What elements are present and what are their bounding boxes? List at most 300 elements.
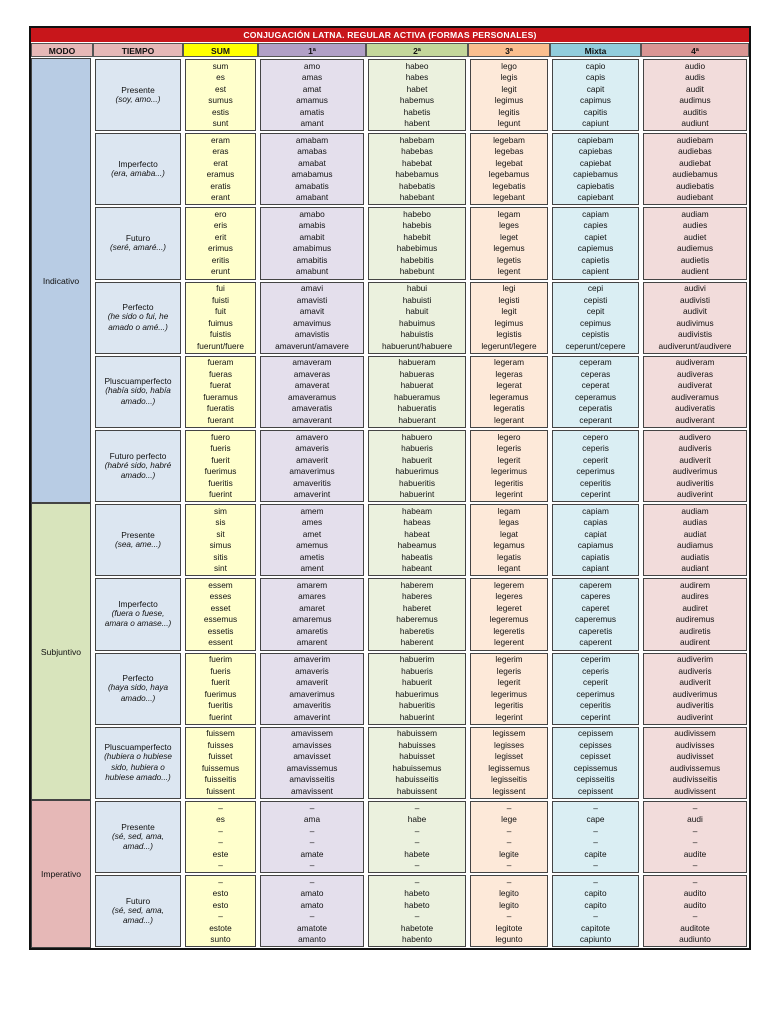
tense-name: Pluscuamperfecto [104, 376, 172, 387]
mixta-forms [552, 207, 639, 279]
tense-hint: (era, amaba...) [111, 169, 165, 179]
second-conj-forms [368, 430, 466, 502]
verb-form: caperem [579, 579, 612, 590]
verb-form: fuisses [207, 739, 234, 750]
verb-form: cepisses [579, 739, 612, 750]
verb-form: amaveritis [293, 477, 331, 488]
tense-name: Pluscuamperfecto [104, 742, 172, 753]
sum-forms [185, 356, 256, 428]
verb-form: audi [687, 814, 703, 825]
verb-form: erimus [208, 243, 233, 254]
verb-form: audiemus [677, 243, 713, 254]
first-conj-forms [260, 133, 364, 205]
verb-form: habes [405, 72, 429, 83]
verb-form: amet [302, 528, 322, 539]
verb-form: habuerimus [395, 688, 439, 699]
verb-form: audio [684, 60, 706, 71]
verb-form: cepisset [580, 751, 611, 762]
verb-form: amaveritis [293, 700, 331, 711]
verb-form: habebunt [399, 266, 435, 277]
verb-form: legerimus [491, 688, 527, 699]
verb-form: – [218, 876, 223, 887]
verb-form: habe [407, 814, 427, 825]
tense-name: Presente [121, 530, 155, 541]
verb-form: fuerimus [204, 466, 237, 477]
verb-form: fueram [207, 357, 234, 368]
first-conj-forms [260, 430, 364, 502]
verb-form: fuerat [209, 380, 232, 391]
verb-form: audivissent [674, 785, 716, 796]
verb-form: eritis [211, 254, 230, 265]
fourth-conj-forms [643, 578, 747, 650]
verb-form: capiam [582, 505, 609, 516]
tense-name: Futuro [125, 895, 151, 906]
mixta-forms [552, 578, 639, 650]
verb-form: – [692, 860, 698, 871]
verb-form: capite [584, 848, 607, 859]
verb-form: essem [208, 579, 233, 590]
verb-form: legissent [492, 785, 526, 796]
verb-form: simus [209, 540, 232, 551]
first-conj-forms [260, 727, 364, 799]
verb-form: habuerant [398, 414, 436, 425]
verb-form: haberet [402, 602, 432, 613]
verb-form: ceperimus [576, 688, 615, 699]
verb-form: capias [583, 517, 608, 528]
verb-form: ceperitis [580, 700, 611, 711]
verb-form: haberes [402, 591, 432, 602]
verb-form: – [414, 911, 420, 922]
verb-form: amant [300, 118, 324, 129]
verb-form: audias [682, 517, 708, 528]
verb-form: amaverunt/amavere [275, 340, 349, 351]
verb-form: ametis [299, 551, 325, 562]
verb-form: amabis [298, 220, 326, 231]
verb-form: amaveramus [288, 391, 336, 402]
verb-form: – [414, 825, 420, 836]
verb-form: capiunto [579, 934, 612, 945]
verb-form: legerat [496, 380, 522, 391]
verb-form: legi [502, 283, 516, 294]
verb-form: fuisti [211, 294, 230, 305]
verb-form: cepero [582, 431, 609, 442]
verb-form: legetis [497, 254, 521, 265]
verb-form: – [506, 825, 512, 836]
verb-form: ceperunt/cepere [565, 340, 626, 351]
verb-form: habebamus [395, 169, 439, 180]
verb-form: leges [499, 220, 519, 231]
verb-form: ceperant [579, 414, 612, 425]
verb-form: audiverit [679, 677, 711, 688]
verb-form: – [506, 911, 512, 922]
second-conj-forms [368, 801, 466, 873]
verb-form: haberent [400, 637, 434, 648]
verb-form: legeramus [489, 391, 529, 402]
verb-form: erit [214, 231, 227, 242]
table-title: CONJUGACIÓN LATNA. REGULAR ACTIVA (FORMAS PERSONALES) [31, 28, 749, 42]
verb-form: legistis [496, 329, 522, 340]
verb-form: fueris [210, 443, 231, 454]
verb-form: audite [683, 848, 707, 859]
fourth-conj-forms [643, 727, 747, 799]
verb-form: habuisses [398, 739, 436, 750]
verb-form: capiebat [579, 157, 612, 168]
tense-hint: (he sido o fui, he amado o amé...) [107, 312, 169, 332]
verb-form: auditote [680, 922, 710, 933]
verb-form: amaverimus [289, 466, 335, 477]
verb-form: amaverim [293, 654, 331, 665]
verb-form: caperes [580, 591, 611, 602]
verb-form: es [216, 814, 225, 825]
verb-form: capitis [583, 106, 608, 117]
verb-form: legerint [495, 711, 523, 722]
verb-form: amaverint [293, 711, 331, 722]
sum-forms [185, 875, 256, 947]
verb-form: audiverim [677, 654, 713, 665]
verb-form: audietis [680, 254, 710, 265]
verb-form: legitis [498, 106, 520, 117]
verb-form: eris [213, 220, 228, 231]
verb-form: audiverunt/audivere [658, 340, 732, 351]
verb-form: audiamus [677, 540, 713, 551]
first-conj-forms [260, 653, 364, 725]
third-conj-forms [470, 207, 548, 279]
verb-form: habuit [405, 306, 429, 317]
verb-form: – [593, 876, 598, 887]
verb-form: habuisseitis [395, 774, 439, 785]
sum-forms [185, 430, 256, 502]
verb-form: capio [585, 60, 606, 71]
verb-form: audiretis [679, 625, 711, 636]
tense-cell [95, 653, 181, 725]
verb-form: habuerit [402, 454, 432, 465]
fourth-conj-forms [643, 801, 747, 873]
verb-form: legebam [493, 134, 525, 145]
fourth-conj-forms [643, 59, 747, 131]
verb-form: haberemus [396, 614, 438, 625]
tense-name: Futuro perfecto [109, 450, 167, 461]
verb-form: amavisti [296, 294, 328, 305]
verb-form: legam [497, 505, 521, 516]
verb-form: habebatis [399, 180, 435, 191]
verb-form: – [218, 911, 223, 922]
verb-form: fuero [211, 431, 230, 442]
tense-name: Perfecto [122, 302, 154, 313]
verb-form: habetote [400, 922, 434, 933]
verb-form: ceperit [583, 677, 608, 688]
verb-form: legerunt/legere [481, 340, 537, 351]
fourth-conj-forms [643, 430, 747, 502]
verb-form: capimus [580, 95, 611, 106]
verb-form: capis [585, 72, 606, 83]
verb-form: habeat [404, 528, 430, 539]
verb-form: habuerint [399, 489, 435, 500]
verb-form: ceperis [582, 665, 609, 676]
fourth-conj-forms [643, 653, 747, 725]
verb-form: erant [211, 192, 230, 203]
verb-form: habento [402, 934, 432, 945]
verb-form: fuerint [208, 711, 233, 722]
verb-form: audiebatis [676, 180, 714, 191]
verb-form: – [309, 911, 315, 922]
verb-form: capit [586, 83, 605, 94]
verb-form: capiant [582, 563, 609, 574]
mixta-forms [552, 801, 639, 873]
verb-form: legam [497, 208, 521, 219]
header-tiempo: TIEMPO [93, 43, 183, 57]
verb-form: habuistis [400, 329, 434, 340]
verb-form: ceperamus [574, 391, 617, 402]
tense-hint: (seré, amaré...) [110, 243, 166, 253]
verb-form: amavi [300, 283, 324, 294]
verb-form: estote [209, 922, 232, 933]
third-conj-forms [470, 504, 548, 576]
verb-form: capiemus [577, 243, 614, 254]
fourth-conj-forms [643, 504, 747, 576]
verb-form: – [692, 802, 698, 813]
mixta-forms [552, 653, 639, 725]
verb-form: habebam [399, 134, 435, 145]
verb-form: habuerint [399, 711, 435, 722]
verb-form: sunt [212, 118, 229, 129]
verb-form: habuissemus [392, 762, 442, 773]
verb-form: audis [685, 72, 705, 83]
verb-form: capietis [581, 254, 610, 265]
verb-form: legemus [493, 243, 525, 254]
verb-form: habeam [402, 505, 432, 516]
tense-cell [95, 207, 181, 279]
verb-form: este [212, 848, 229, 859]
tense-cell [95, 133, 181, 205]
verb-form: – [506, 876, 512, 887]
verb-form: amemus [296, 540, 328, 551]
verb-form: legunt [497, 118, 521, 129]
verb-form: audiveramus [671, 391, 719, 402]
verb-form: legimus [494, 317, 524, 328]
verb-form: sitis [213, 551, 228, 562]
verb-form: legeritis [494, 700, 524, 711]
verb-form: amabitis [296, 254, 328, 265]
verb-form: habueratis [397, 403, 437, 414]
verb-form: habebant [399, 192, 435, 203]
verb-form: amavisses [292, 739, 332, 750]
verb-form: audivisseitis [672, 774, 718, 785]
verb-form: habete [404, 848, 430, 859]
fourth-conj-forms [643, 356, 747, 428]
mixta-forms [552, 356, 639, 428]
mood-label: Indicativo [42, 275, 80, 286]
verb-form: habuerimus [395, 466, 439, 477]
sum-forms [185, 133, 256, 205]
sum-forms [185, 801, 256, 873]
first-conj-forms [260, 356, 364, 428]
first-conj-forms [260, 207, 364, 279]
header-2a: 2ª [366, 43, 468, 57]
header-modo: MODO [31, 43, 93, 57]
verb-form: audiverimus [672, 466, 718, 477]
verb-form: cepi [587, 283, 604, 294]
verb-form: audiveras [677, 368, 713, 379]
verb-form: – [414, 802, 420, 813]
mixta-forms [552, 282, 639, 354]
verb-form: ceperimus [576, 466, 615, 477]
sum-forms [185, 504, 256, 576]
verb-form: legeris [496, 443, 522, 454]
verb-form: ceperis [582, 443, 609, 454]
mood-label: Subjuntivo [40, 646, 82, 657]
verb-form: amo [303, 60, 321, 71]
verb-form: sim [214, 505, 227, 516]
tense-name: Presente [121, 84, 155, 95]
verb-form: ceperint [580, 711, 611, 722]
verb-form: fuissem [206, 728, 235, 739]
verb-form: fui [216, 283, 225, 294]
verb-form: amaveras [293, 368, 331, 379]
verb-form: fuerint [208, 489, 233, 500]
verb-form: ceperat [581, 380, 610, 391]
second-conj-forms [368, 504, 466, 576]
mixta-forms [552, 133, 639, 205]
verb-form: sunto [210, 934, 231, 945]
third-conj-forms [470, 801, 548, 873]
verb-form: – [692, 837, 698, 848]
verb-form: capies [583, 220, 608, 231]
verb-form: sis [215, 517, 226, 528]
verb-form: ceperatis [578, 403, 613, 414]
verb-form: capiebant [577, 192, 614, 203]
verb-form: sint [214, 563, 227, 574]
verb-form: fuerunt/fuere [196, 340, 245, 351]
verb-form: erunt [211, 266, 230, 277]
verb-form: ero [214, 208, 227, 219]
verb-form: audimus [679, 95, 711, 106]
sum-forms [185, 727, 256, 799]
verb-form: habuerit [402, 677, 432, 688]
second-conj-forms [368, 727, 466, 799]
verb-form: audivit [683, 306, 707, 317]
verb-form: audiveritis [676, 477, 714, 488]
verb-form: legitote [495, 922, 523, 933]
tense-cell [95, 875, 181, 947]
verb-form: ament [300, 563, 324, 574]
verb-form: audiret [682, 602, 708, 613]
verb-form: legebat [495, 157, 523, 168]
verb-form: – [414, 837, 420, 848]
first-conj-forms [260, 801, 364, 873]
verb-form: capient [582, 266, 609, 277]
header-1a: 1ª [258, 43, 366, 57]
verb-form: ceperit [583, 454, 608, 465]
verb-form: habeo [405, 60, 429, 71]
verb-form: habet [406, 83, 428, 94]
verb-form: fuerimus [204, 688, 237, 699]
verb-form: amabas [297, 146, 327, 157]
verb-form: capito [584, 899, 607, 910]
verb-form: – [218, 860, 223, 871]
verb-form: fueras [208, 368, 233, 379]
verb-form: amatis [299, 106, 325, 117]
verb-form: amaveratis [291, 403, 333, 414]
verb-form: capiebatis [576, 180, 615, 191]
second-conj-forms [368, 207, 466, 279]
verb-form: – [218, 802, 223, 813]
verb-form: – [309, 825, 315, 836]
verb-form: lege [501, 814, 517, 825]
verb-form: legissemus [488, 762, 530, 773]
tense-hint: (habré sido, habré amado...) [104, 460, 172, 481]
verb-form: legisses [494, 739, 524, 750]
verb-form: amaremus [292, 614, 332, 625]
verb-form: habuimus [399, 317, 435, 328]
verb-form: legisti [498, 294, 520, 305]
verb-form: capiebam [577, 134, 614, 145]
third-conj-forms [470, 578, 548, 650]
verb-form: cepisseitis [576, 774, 615, 785]
first-conj-forms [260, 59, 364, 131]
verb-form: legeretis [493, 625, 525, 636]
verb-form: audiveritis [676, 700, 714, 711]
verb-form: legisseitis [491, 774, 527, 785]
verb-form: eratis [210, 180, 231, 191]
verb-form: habuissent [396, 785, 438, 796]
verb-form: capiunt [582, 118, 609, 129]
verb-form: cepissent [577, 785, 614, 796]
verb-form: audiverimus [672, 688, 718, 699]
verb-form: legent [497, 266, 521, 277]
verb-form: habeatis [401, 551, 433, 562]
verb-form: audirem [680, 579, 710, 590]
verb-form: audient [681, 266, 709, 277]
verb-form: legamus [493, 540, 525, 551]
verb-form: capiatis [581, 551, 610, 562]
verb-form: legite [499, 848, 519, 859]
verb-form: – [309, 837, 315, 848]
verb-form: erat [213, 157, 228, 168]
verb-form: legero [497, 431, 521, 442]
verb-form: ceperitis [580, 477, 611, 488]
verb-form: amamus [296, 95, 328, 106]
verb-form: amaretis [296, 625, 328, 636]
verb-form: habeas [403, 517, 431, 528]
verb-form: habueramus [393, 391, 441, 402]
verb-form: legant [497, 563, 521, 574]
mood-subjuntivo [31, 503, 91, 800]
sum-forms [185, 282, 256, 354]
fourth-conj-forms [643, 133, 747, 205]
verb-form: – [414, 876, 420, 887]
verb-form: leget [500, 231, 518, 242]
verb-form: habebit [403, 231, 431, 242]
verb-form: audit [686, 83, 704, 94]
verb-form: haberetis [399, 625, 435, 636]
verb-form: audiremus [675, 614, 715, 625]
verb-form: – [692, 825, 698, 836]
verb-form: – [593, 911, 598, 922]
verb-form: legeras [495, 368, 523, 379]
verb-form: caperet [581, 602, 610, 613]
verb-form: audivimus [676, 317, 714, 328]
verb-form: fuerit [211, 677, 230, 688]
verb-form: – [593, 837, 598, 848]
verb-form: legisset [494, 751, 524, 762]
verb-form: estis [211, 106, 230, 117]
verb-form: amabunt [295, 266, 329, 277]
verb-form: legeremus [489, 614, 529, 625]
verb-form: habebat [402, 157, 432, 168]
verb-form: amaveris [295, 443, 329, 454]
verb-form: fueris [210, 665, 231, 676]
sum-forms [185, 207, 256, 279]
